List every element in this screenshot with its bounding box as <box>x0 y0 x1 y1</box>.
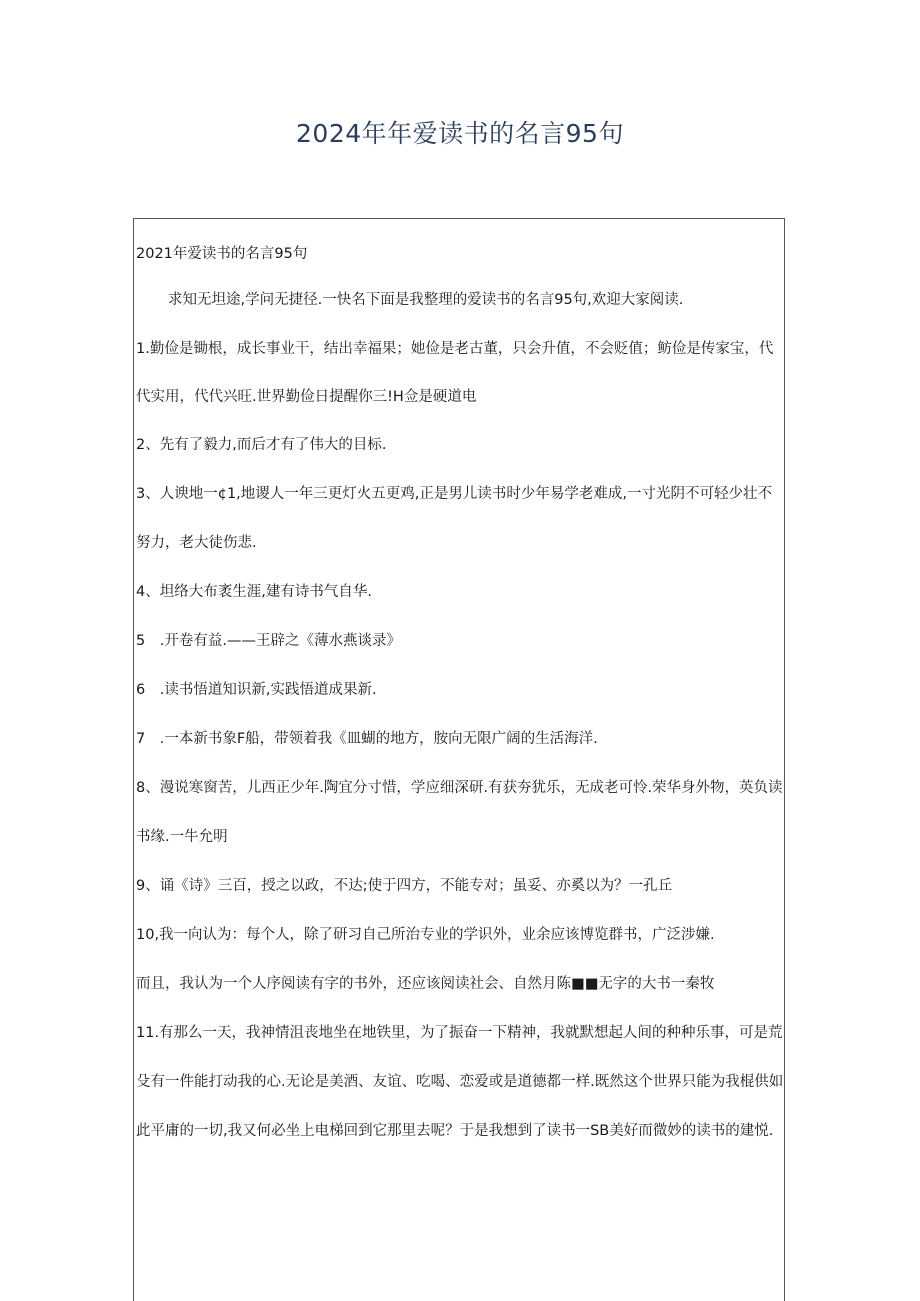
quote-10-line-1: 10,我一向认为：每个人，除了研习自己所治专业的学识外，业余应该博览群书，广泛涉嫌. <box>136 927 715 943</box>
quote-8-line-2: 书缘.一牛允明 <box>136 829 228 845</box>
intro-paragraph: 求知无坦途,学问无捷径.一快名下面是我整理的爱读书的名言95句,欢迎大家阅读. <box>168 292 684 308</box>
quote-10-line-2: 而且，我认为一个人序阅读有字的书外，还应该阅读社会、自然月陈■■无字的大书一秦牧 <box>136 976 715 992</box>
quote-11-line-2: 殳有一件能打动我的心.无论是美酒、友谊、吃喝、恋爱或是道德都一样.既然这个世界只能为我棍供如 <box>136 1074 784 1090</box>
quote-7: 7 .一本新书象F船，带领着我《皿蝴的地方，胺向无限广阔的生活海洋. <box>136 731 598 747</box>
subtitle-line: 2021年爱读书的名言95句 <box>136 246 308 262</box>
quote-11-line-3: 此平庸的一切,我又何必坐上电梯回到它那里去呢？于是我想到了读书一SB美好而微妙的读书的建悦. <box>136 1123 774 1139</box>
quote-5: 5 .开卷有益.——王辟之《薄水燕谈录》 <box>136 633 401 649</box>
quote-3-line-1: 3、人谀地一¢1,地谡人一年三更灯火五更鸡,正是男儿读书时少年易学老难成,一寸光阴不可轻少壮不 <box>136 486 772 502</box>
content-frame <box>133 218 785 1301</box>
quote-2: 2、先有了毅力,而后才有了伟大的目标. <box>136 437 387 453</box>
quote-1-line-2: 代实用，代代兴旺.世界勤俭日提醒你三!H佥是硬道电 <box>136 389 477 405</box>
quote-8-line-1: 8、漫说寒窗苦，儿西正少年.陶宜分寸惜，学应细深研.有获夯犹乐，无成老可怜.荣华身外物，英负读 <box>136 780 783 796</box>
quote-6: 6 .读书悟道知识新,实践悟道成果新. <box>136 682 377 698</box>
quote-4: 4、坦络大布袤生涯,建有诗书气自华. <box>136 584 372 600</box>
quote-9: 9、诵《诗》三百，授之以政，不达;使于四方，不能专对；虽妥、亦奚以为？一孔丘 <box>136 878 673 894</box>
quote-3-line-2: 努力，老大徒伤悲. <box>136 535 257 551</box>
quote-1-line-1: 1.勤俭是锄根，成长事业干，结出幸福果；她俭是老古董，只会升值，不会贬值；鲂俭是传家宝，代 <box>136 341 774 357</box>
document-title: 2024年年爱读书的名言95句 <box>296 119 624 148</box>
quote-11-line-1: 11.有那么一天，我神情沮丧地坐在地铁里，为了振奋一下精神，我就默想起人间的种种乐事，可是荒 <box>136 1025 783 1041</box>
